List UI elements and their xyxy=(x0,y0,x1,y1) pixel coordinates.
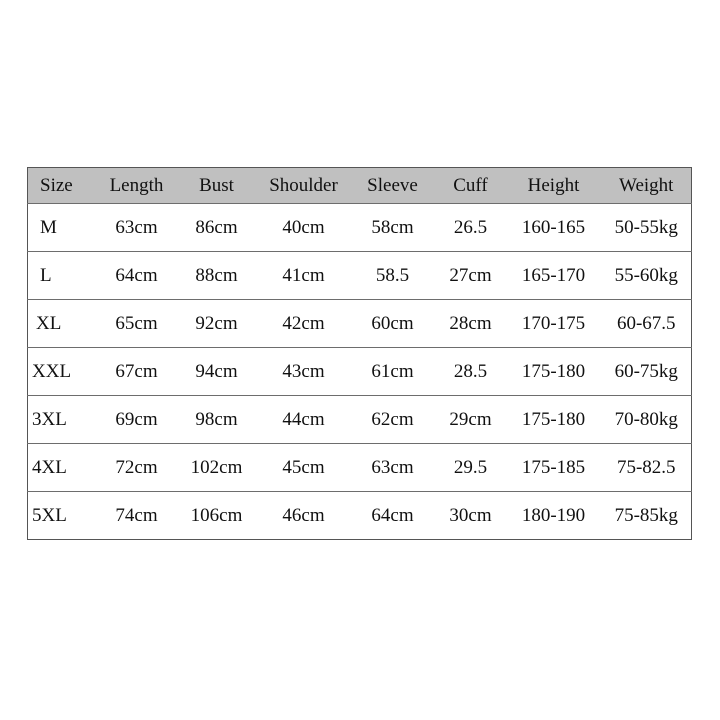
cell-sleeve: 63cm xyxy=(350,444,436,492)
cell-cuff: 30cm xyxy=(436,492,506,540)
table-row xyxy=(28,204,692,252)
cell-shoulder: 41cm xyxy=(258,252,350,300)
header-sleeve: Sleeve xyxy=(350,168,436,204)
cell-length: 72cm xyxy=(98,444,176,492)
cell-shoulder: 44cm xyxy=(258,396,350,444)
header-length: Length xyxy=(98,168,176,204)
cell-shoulder: 40cm xyxy=(258,204,350,252)
cell-weight: 70-80kg xyxy=(602,396,692,444)
cell-length: 63cm xyxy=(98,204,176,252)
cell-bust: 86cm xyxy=(176,204,258,252)
cell-height: 160-165 xyxy=(506,204,602,252)
cell-sleeve: 64cm xyxy=(350,492,436,540)
header-bust: Bust xyxy=(176,168,258,204)
cell-size: XL xyxy=(28,300,98,348)
cell-size: XXL xyxy=(28,348,98,396)
header-size: Size xyxy=(28,168,98,204)
header-shoulder: Shoulder xyxy=(258,168,350,204)
cell-size: 4XL xyxy=(28,444,98,492)
cell-bust: 92cm xyxy=(176,300,258,348)
cell-cuff: 28.5 xyxy=(436,348,506,396)
cell-weight: 75-85kg xyxy=(602,492,692,540)
cell-size: 5XL xyxy=(28,492,98,540)
table-header-row xyxy=(28,168,692,204)
cell-length: 69cm xyxy=(98,396,176,444)
cell-weight: 75-82.5 xyxy=(602,444,692,492)
cell-size: M xyxy=(28,204,98,252)
cell-bust: 106cm xyxy=(176,492,258,540)
table-row xyxy=(28,348,692,396)
cell-length: 64cm xyxy=(98,252,176,300)
cell-height: 180-190 xyxy=(506,492,602,540)
cell-bust: 102cm xyxy=(176,444,258,492)
cell-length: 67cm xyxy=(98,348,176,396)
cell-cuff: 29cm xyxy=(436,396,506,444)
cell-cuff: 28cm xyxy=(436,300,506,348)
cell-weight: 60-67.5 xyxy=(602,300,692,348)
cell-height: 175-185 xyxy=(506,444,602,492)
cell-sleeve: 60cm xyxy=(350,300,436,348)
cell-bust: 88cm xyxy=(176,252,258,300)
cell-length: 65cm xyxy=(98,300,176,348)
cell-weight: 60-75kg xyxy=(602,348,692,396)
cell-shoulder: 43cm xyxy=(258,348,350,396)
cell-height: 175-180 xyxy=(506,348,602,396)
header-cuff: Cuff xyxy=(436,168,506,204)
cell-size: 3XL xyxy=(28,396,98,444)
cell-bust: 98cm xyxy=(176,396,258,444)
cell-weight: 50-55kg xyxy=(602,204,692,252)
cell-height: 165-170 xyxy=(506,252,602,300)
size-chart-table xyxy=(27,167,692,540)
table-row xyxy=(28,444,692,492)
cell-shoulder: 45cm xyxy=(258,444,350,492)
cell-sleeve: 61cm xyxy=(350,348,436,396)
header-height: Height xyxy=(506,168,602,204)
cell-height: 170-175 xyxy=(506,300,602,348)
table-row xyxy=(28,492,692,540)
cell-shoulder: 42cm xyxy=(258,300,350,348)
table-row xyxy=(28,300,692,348)
cell-size: L xyxy=(28,252,98,300)
cell-sleeve: 58cm xyxy=(350,204,436,252)
cell-sleeve: 62cm xyxy=(350,396,436,444)
cell-height: 175-180 xyxy=(506,396,602,444)
header-weight: Weight xyxy=(602,168,692,204)
table-row xyxy=(28,396,692,444)
table-row xyxy=(28,252,692,300)
cell-weight: 55-60kg xyxy=(602,252,692,300)
cell-bust: 94cm xyxy=(176,348,258,396)
cell-cuff: 26.5 xyxy=(436,204,506,252)
cell-sleeve: 58.5 xyxy=(350,252,436,300)
cell-cuff: 27cm xyxy=(436,252,506,300)
cell-cuff: 29.5 xyxy=(436,444,506,492)
cell-length: 74cm xyxy=(98,492,176,540)
cell-shoulder: 46cm xyxy=(258,492,350,540)
